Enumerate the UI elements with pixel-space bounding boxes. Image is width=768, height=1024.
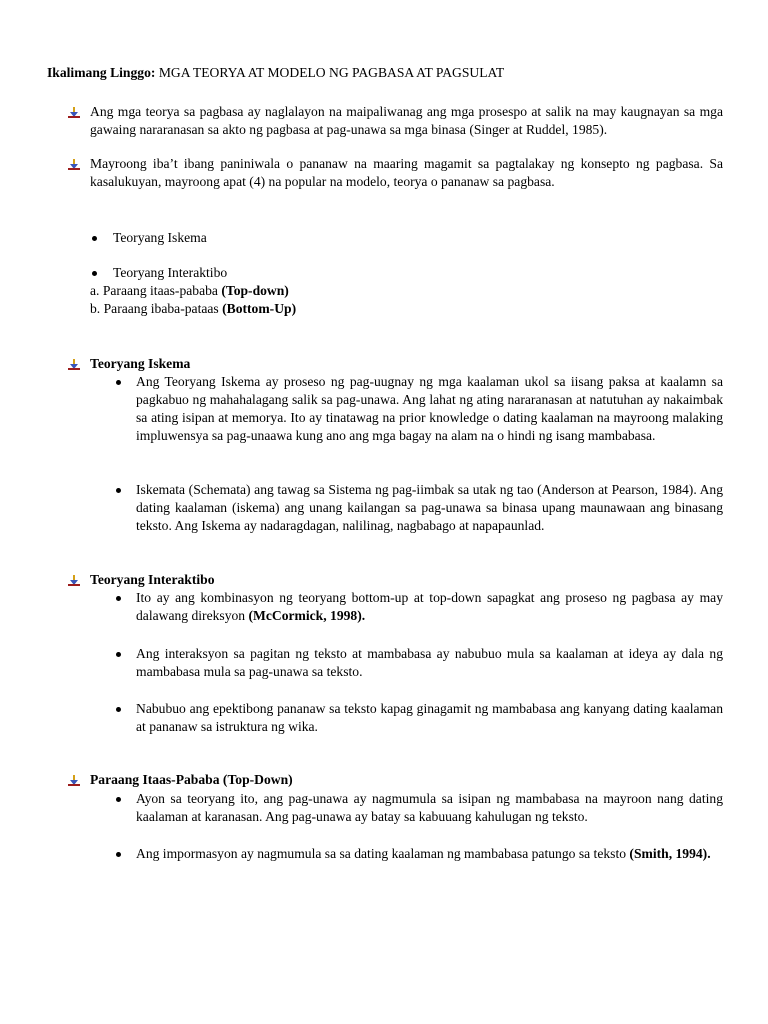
bullet-icon [92,271,97,276]
intro-paragraph: Ang mga teorya sa pagbasa ay naglalayon na maipaliwanag ang mga prosespo at salik na may kaugnayan sa mga gawaing nararanasan sa akto ng pagbasa at pag-unawa sa mga binasa (Singer at Ruddel, 1985). [90,104,723,137]
list-item: Ayon sa teoryang ito, ang pag-unawa ay nagmumula sa isipan ng mambabasa na mayroon nang dating kaalaman at karanasan. Ang pag-unawa ay batay sa kabuuang kahulugan ng teksto. [136,791,723,824]
arrow-bullet-icon [68,359,80,371]
bullet-icon [116,797,121,802]
list-item: Nabubuo ang epektibong pananaw sa teksto kapag ginagamit ng mambabasa ang kanyang dating kaalaman at pananaw sa istruktura ng wika. [136,701,723,734]
list-item: Teoryang Interaktibo [113,265,228,280]
list-subitem: a. Paraang itaas-pababa (Top-down) [90,283,289,298]
bullet-icon [116,488,121,493]
arrow-bullet-icon [68,775,80,787]
bullet-icon [116,707,121,712]
list-item: Ito ay ang kombinasyon ng teoryang bottom-up at top-down sapagkat ang proseso ng pagbasa ay may dalawang direksyon (McCormick, 1998). [136,590,723,623]
bullet-icon [116,380,121,385]
list-subitem: b. Paraang ibaba-pataas (Bottom-Up) [90,301,297,316]
list-item: Ang impormasyon ay nagmumula sa sa dating kaalaman ng mambabasa patungo sa teksto (Smith, 1994). [136,846,711,861]
title-text: MGA TEORYA AT MODELO NG PAGBASA AT PAGSULAT [158,65,505,80]
arrow-bullet-icon [68,107,80,119]
list-item: Iskemata (Schemata) ang tawag sa Sistema ng pag-iimbak sa utak ng tao (Anderson at Pearson, 1984). Ang dating kaalaman (iskema) ang unang kailangan sa pag-unawa sa binasa upang maunawaan ang binasang teksto. Ang Iskema ay nadaragdagan, nalilinag, nagbabago at napapaunlad. [136,482,723,533]
section-heading: Teoryang Interaktibo [90,572,215,587]
arrow-bullet-icon [68,575,80,587]
section-heading: Paraang Itaas-Pababa (Top-Down) [90,772,293,787]
bullet-icon [116,652,121,657]
arrow-bullet-icon [68,159,80,171]
week-label: Ikalimang Linggo: [47,65,156,80]
intro-paragraph: Mayroong iba’t ibang paniniwala o pananaw na maaring magamit sa pagtalakay ng konsepto ng pagbasa. Sa kasalukuyan, mayroong apat (4) na popular na modelo, teorya o pananaw sa pagbasa. [90,156,723,189]
bullet-icon [116,596,121,601]
section-heading: Teoryang Iskema [90,356,191,371]
page-title [47,64,727,82]
list-item: Ang Teoryang Iskema ay proseso ng pag-uugnay ng mga kaalaman ukol sa iisang paksa at kaalamn sa pagkabuo ng mahahalagang salik sa pag-unawa. Ang lahat ng ating nararanasan at natutuhan ay nakaimbak sa ating isipan at memorya. Ito ay tinatawag na prior knowledge o dating kaalaman na mayroong malaking impluwensya sa pag-unaawa kung ano ang mga bagay na alam na o hindi ng isang mambabasa. [136,374,723,443]
bullet-icon [92,236,97,241]
list-item: Teoryang Iskema [113,230,207,245]
list-item: Ang interaksyon sa pagitan ng teksto at mambabasa ay nabubuo mula sa kaalaman at ideya ay dala ng mambabasa mula sa pag-unawa sa teksto. [136,646,723,679]
bullet-icon [116,852,121,857]
